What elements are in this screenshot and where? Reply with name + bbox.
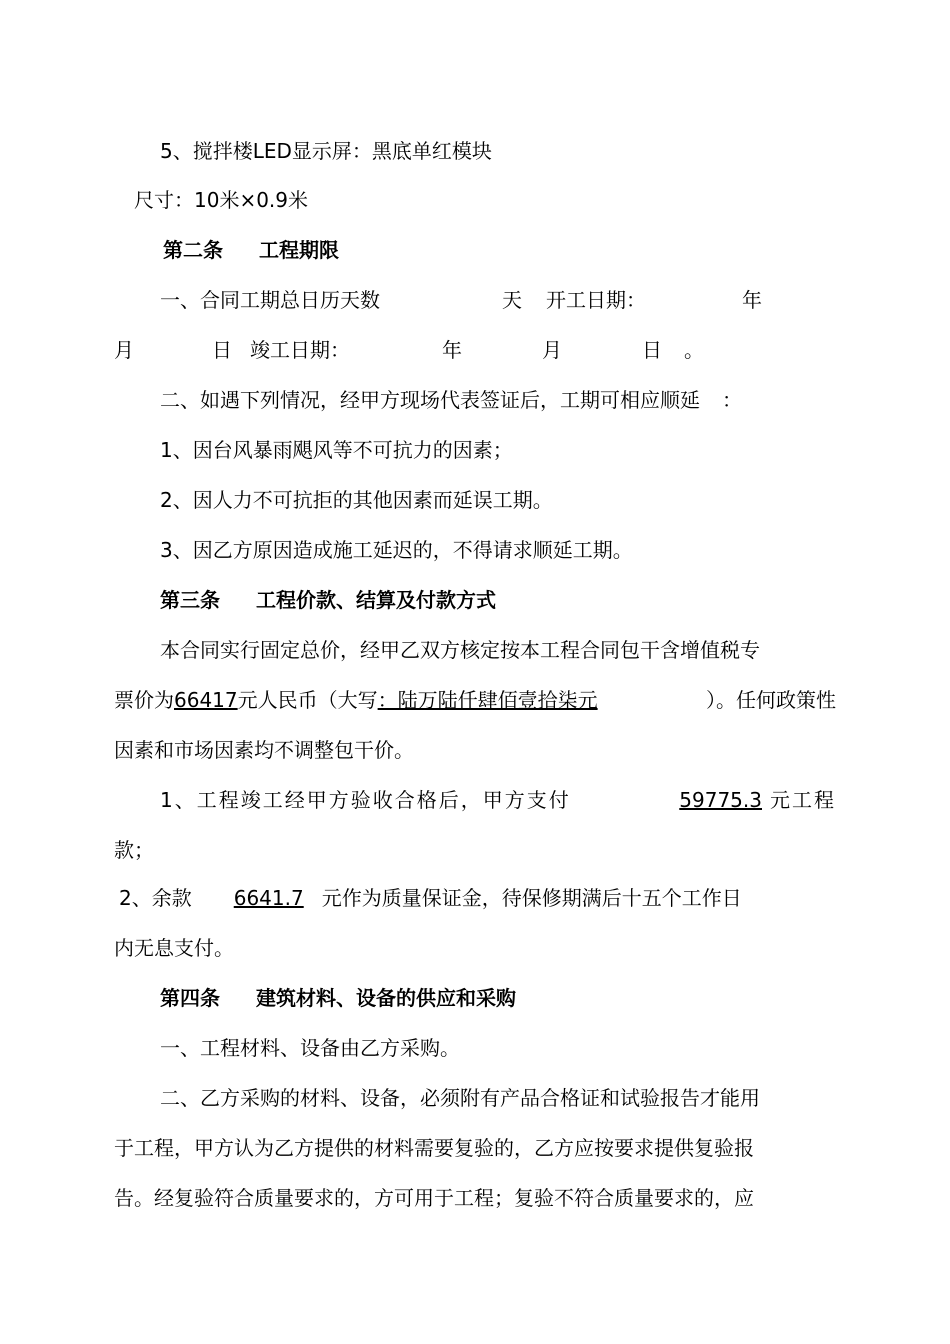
text: 。 — [684, 338, 704, 362]
text: 1、工程竣工经甲方验收合格后，甲方支付 — [160, 788, 571, 812]
text: 日 — [642, 338, 662, 362]
text: 月 — [114, 338, 134, 362]
list-item: 2、因人力不可抗拒的其他因素而延误工期。 — [160, 488, 553, 512]
paragraph-duration — [160, 286, 762, 314]
paragraph-led-display: 5、搅拌楼LED显示屏：黑底单红模块 — [160, 139, 492, 163]
amount-retention: 6641.7 — [233, 886, 304, 910]
text: ）。任何政策性 — [706, 688, 836, 712]
text: 元工程 — [770, 788, 836, 812]
section-heading-2 — [163, 236, 339, 264]
section-title: 工程价款、结算及付款方式 — [256, 588, 496, 612]
text: 竣工日期： — [250, 338, 350, 362]
paragraph-materials-1: 一、工程材料、设备由乙方采购。 — [160, 1036, 460, 1060]
section-title: 建筑材料、设备的供应和采购 — [256, 986, 516, 1010]
text: 月 — [542, 338, 562, 362]
paragraph-payment-2 — [119, 884, 742, 912]
text: 天 — [502, 288, 522, 312]
text: 一、合同工期总日历天数 — [160, 288, 380, 312]
paragraph-materials-2: 二、乙方采购的材料、设备，必须附有产品合格证和试验报告才能用 — [160, 1086, 760, 1110]
paragraph-extension — [160, 386, 742, 414]
paragraph-payment-1 — [160, 786, 836, 814]
paragraph-size: 尺寸：10米×0.9米 — [134, 188, 309, 212]
paragraph-materials-2-cont: 于工程，甲方认为乙方提供的材料需要复验的，乙方应按要求提供复验报 — [114, 1136, 754, 1160]
section-number: 第二条 — [163, 238, 223, 262]
section-number: 第四条 — [160, 986, 220, 1010]
text: 元作为质量保证金，待保修期满后十五个工作日 — [321, 886, 742, 910]
section-heading-3 — [160, 586, 496, 614]
text: 日 — [212, 338, 232, 362]
amount-in-words: ：陆万陆仟肆佰壹拾柒元 — [377, 688, 598, 712]
text: 年 — [742, 288, 762, 312]
text: 二、如遇下列情况，经甲方现场代表签证后，工期可相应顺延 — [160, 388, 700, 412]
section-number: 第三条 — [160, 588, 220, 612]
paragraph-materials-2-cont: 告。经复验符合质量要求的，方可用于工程；复验不符合质量要求的，应 — [114, 1186, 754, 1210]
section-heading-4 — [160, 984, 516, 1012]
section-title: 工程期限 — [259, 238, 339, 262]
text: 开工日期： — [546, 288, 646, 312]
paragraph-price-end: 因素和市场因素均不调整包干价。 — [114, 738, 414, 762]
paragraph-price-cont — [114, 686, 836, 714]
text: 年 — [442, 338, 462, 362]
list-item: 3、因乙方原因造成施工延迟的，不得请求顺延工期。 — [160, 538, 633, 562]
paragraph-payment-1-end: 款； — [114, 838, 154, 862]
text: ： — [722, 388, 742, 412]
paragraph-price: 本合同实行固定总价，经甲乙双方核定按本工程合同包干含增值税专 — [160, 638, 760, 662]
amount-payment: 59775.3 — [679, 788, 762, 812]
paragraph-dates — [114, 336, 704, 364]
amount-total: 66417 — [174, 688, 238, 712]
paragraph-payment-2-end: 内无息支付。 — [114, 936, 234, 960]
list-item: 1、因台风暴雨飓风等不可抗力的因素； — [160, 438, 513, 462]
text: 2、余款 — [119, 886, 192, 910]
text: 元人民币（大写 — [237, 688, 378, 712]
text: 票价为 — [114, 688, 174, 712]
